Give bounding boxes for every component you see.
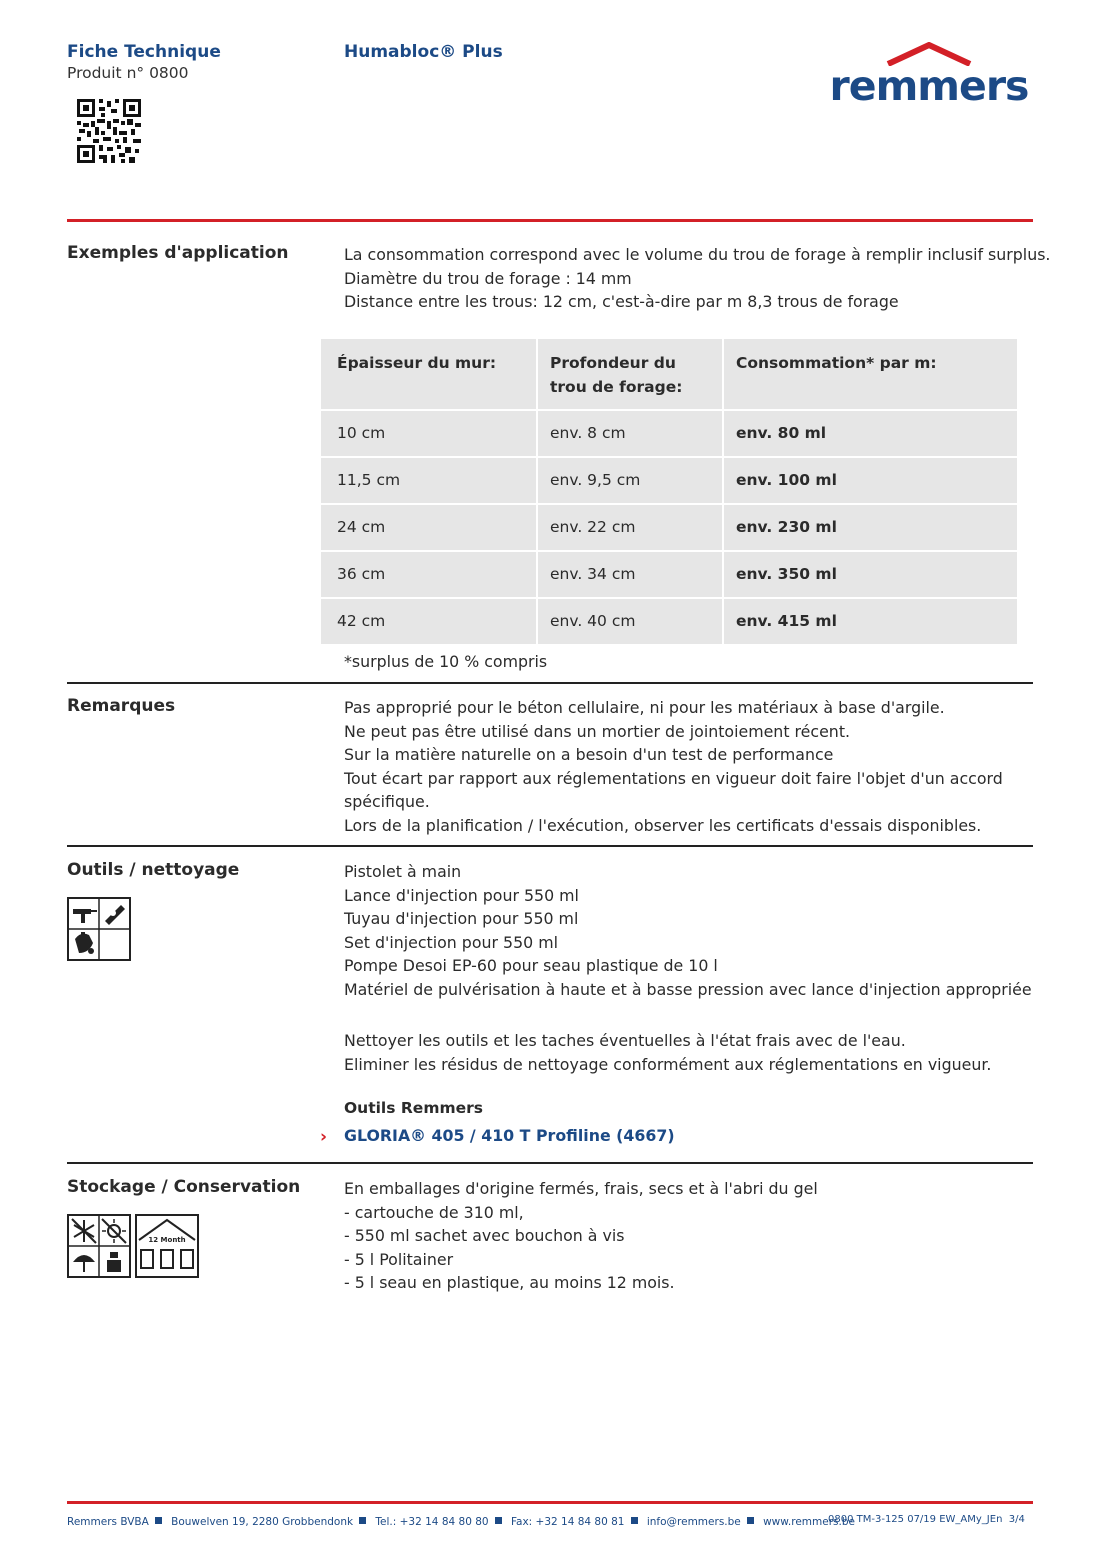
remarks-text [344,696,1034,838]
text-line: Nettoyer les outils et les taches éventuelles à l'état frais avec de l'eau. [344,1031,906,1050]
table-cell: env. 80 ml [723,410,1018,457]
section-divider [67,845,1033,847]
table-cell: 36 cm [320,551,537,598]
section-title-storage: Stockage / Conservation [67,1177,301,1197]
logo-wordmark: remmers [829,62,1029,110]
footer-email[interactable]: info@remmers.be [646,1516,741,1528]
table-cell: env. 9,5 cm [537,457,723,504]
tools-text [344,860,1034,1002]
shelf-life-label: 12 Month [148,1236,186,1244]
text-line: Ne peut pas être utilisé dans un mortier de jointoiement récent. [344,721,851,741]
square-bullet-icon [359,1517,366,1524]
footer-divider [67,1501,1033,1504]
storage-text [344,1177,1034,1295]
table-cell: env. 100 ml [723,457,1018,504]
footer-address: Bouwelven 19, 2280 Grobbendonk [171,1516,354,1528]
column-header-wall-thickness: Épaisseur du mur: [320,338,537,410]
table-cell: env. 350 ml [723,551,1018,598]
text-line: - 550 ml sachet avec bouchon à vis [344,1226,625,1246]
storage-conditions-icon [67,1214,131,1278]
chevron-right-icon: › [320,1127,328,1147]
text-line: En emballages d'origine fermés, frais, secs et à l'abri du gel [344,1179,818,1198]
consumption-table [319,337,1019,646]
product-number: Produit n° 0800 [67,64,189,82]
remmers-tool-link[interactable]: GLORIA® 405 / 410 T Profiline (4667) [344,1126,675,1145]
text-line: Lance d'injection pour 550 ml [344,885,579,905]
remmers-tools-title: Outils Remmers [344,1099,484,1117]
footer-website[interactable]: www.remmers.be [763,1516,855,1528]
text-line: Pompe Desoi EP-60 pour seau plastique de 10 l [344,956,718,976]
column-header-consumption: Consommation* par m: [723,338,1018,410]
header-divider [67,219,1033,222]
table-cell: env. 40 cm [537,598,723,645]
table-row [320,551,1018,598]
table-cell: env. 230 ml [723,504,1018,551]
text-line: Sur la matière naturelle on a besoin d'un test de performance [344,745,834,765]
text-line: Distance entre les trous: 12 cm, c'est-à-dire par m 8,3 trous de forage [344,292,899,312]
square-bullet-icon [495,1517,502,1524]
table-footnote: *surplus de 10 % compris [344,652,548,671]
application-text [344,243,1051,314]
table-header-row [320,338,1018,410]
text-line: Eliminer les résidus de nettoyage conformément aux réglementations en vigueur. [344,1054,992,1074]
text-line: - cartouche de 310 ml, [344,1202,524,1222]
table-cell: env. 8 cm [537,410,723,457]
footer-doc-code: 0800 TM-3-125 07/19 EW_AMy_JEn [828,1514,1003,1525]
text-line: Matériel de pulvérisation à haute et à basse pression avec lance d'injection appropriée [344,979,1032,999]
column-header-drill-depth: Profondeur du trou de forage: [537,338,723,410]
text-line: Set d'injection pour 550 ml [344,932,558,952]
doc-type: Fiche Technique [67,42,221,62]
text-line: - 5 l Politainer [344,1249,454,1269]
qr-code-icon[interactable] [77,99,141,163]
table-cell: 42 cm [320,598,537,645]
section-title-remarks: Remarques [67,696,176,716]
text-line: - 5 l seau en plastique, au moins 12 mois. [344,1273,675,1293]
section-divider [67,682,1033,684]
cleaning-text [344,1029,1034,1076]
table-row [320,504,1018,551]
table-cell: 11,5 cm [320,457,537,504]
table-row [320,598,1018,645]
text-line: Lors de la planification / l'exécution, observer les certificats d'essais disponibles. [344,815,982,835]
table-row [320,457,1018,504]
table-cell: env. 34 cm [537,551,723,598]
table-cell: 24 cm [320,504,537,551]
remmers-logo [826,42,1032,108]
application-tools-icon [67,897,131,961]
square-bullet-icon [155,1517,162,1524]
section-title-tools: Outils / nettoyage [67,860,240,880]
footer-doc-info [828,1514,1025,1525]
footer-fax: Fax: +32 14 84 80 81 [510,1516,625,1528]
table-cell: env. 415 ml [723,598,1018,645]
footer-contact [67,1516,855,1528]
text-line: La consommation correspond avec le volume du trou de forage à remplir inclusif surplus. [344,245,1051,264]
text-line: Tout écart par rapport aux réglementations en vigueur doit faire l'objet d'un accord spécifique. [344,768,1003,812]
text-line: Tuyau d'injection pour 550 ml [344,909,579,929]
footer-company: Remmers BVBA [67,1516,149,1528]
table-cell: env. 22 cm [537,504,723,551]
text-line: Pas approprié pour le béton cellulaire, ni pour les matériaux à base d'argile. [344,698,945,717]
text-line: Pistolet à main [344,862,462,881]
table-cell: 10 cm [320,410,537,457]
square-bullet-icon [747,1517,754,1524]
shelf-life-icon [135,1214,199,1278]
page-number: 3/4 [1008,1514,1025,1525]
section-title-application: Exemples d'application [67,243,289,263]
product-name: Humabloc® Plus [344,42,503,62]
text-line: Diamètre du trou de forage : 14 mm [344,268,632,288]
footer-tel: Tel.: +32 14 84 80 80 [375,1516,489,1528]
table-row [320,410,1018,457]
square-bullet-icon [631,1517,638,1524]
section-divider [67,1162,1033,1164]
